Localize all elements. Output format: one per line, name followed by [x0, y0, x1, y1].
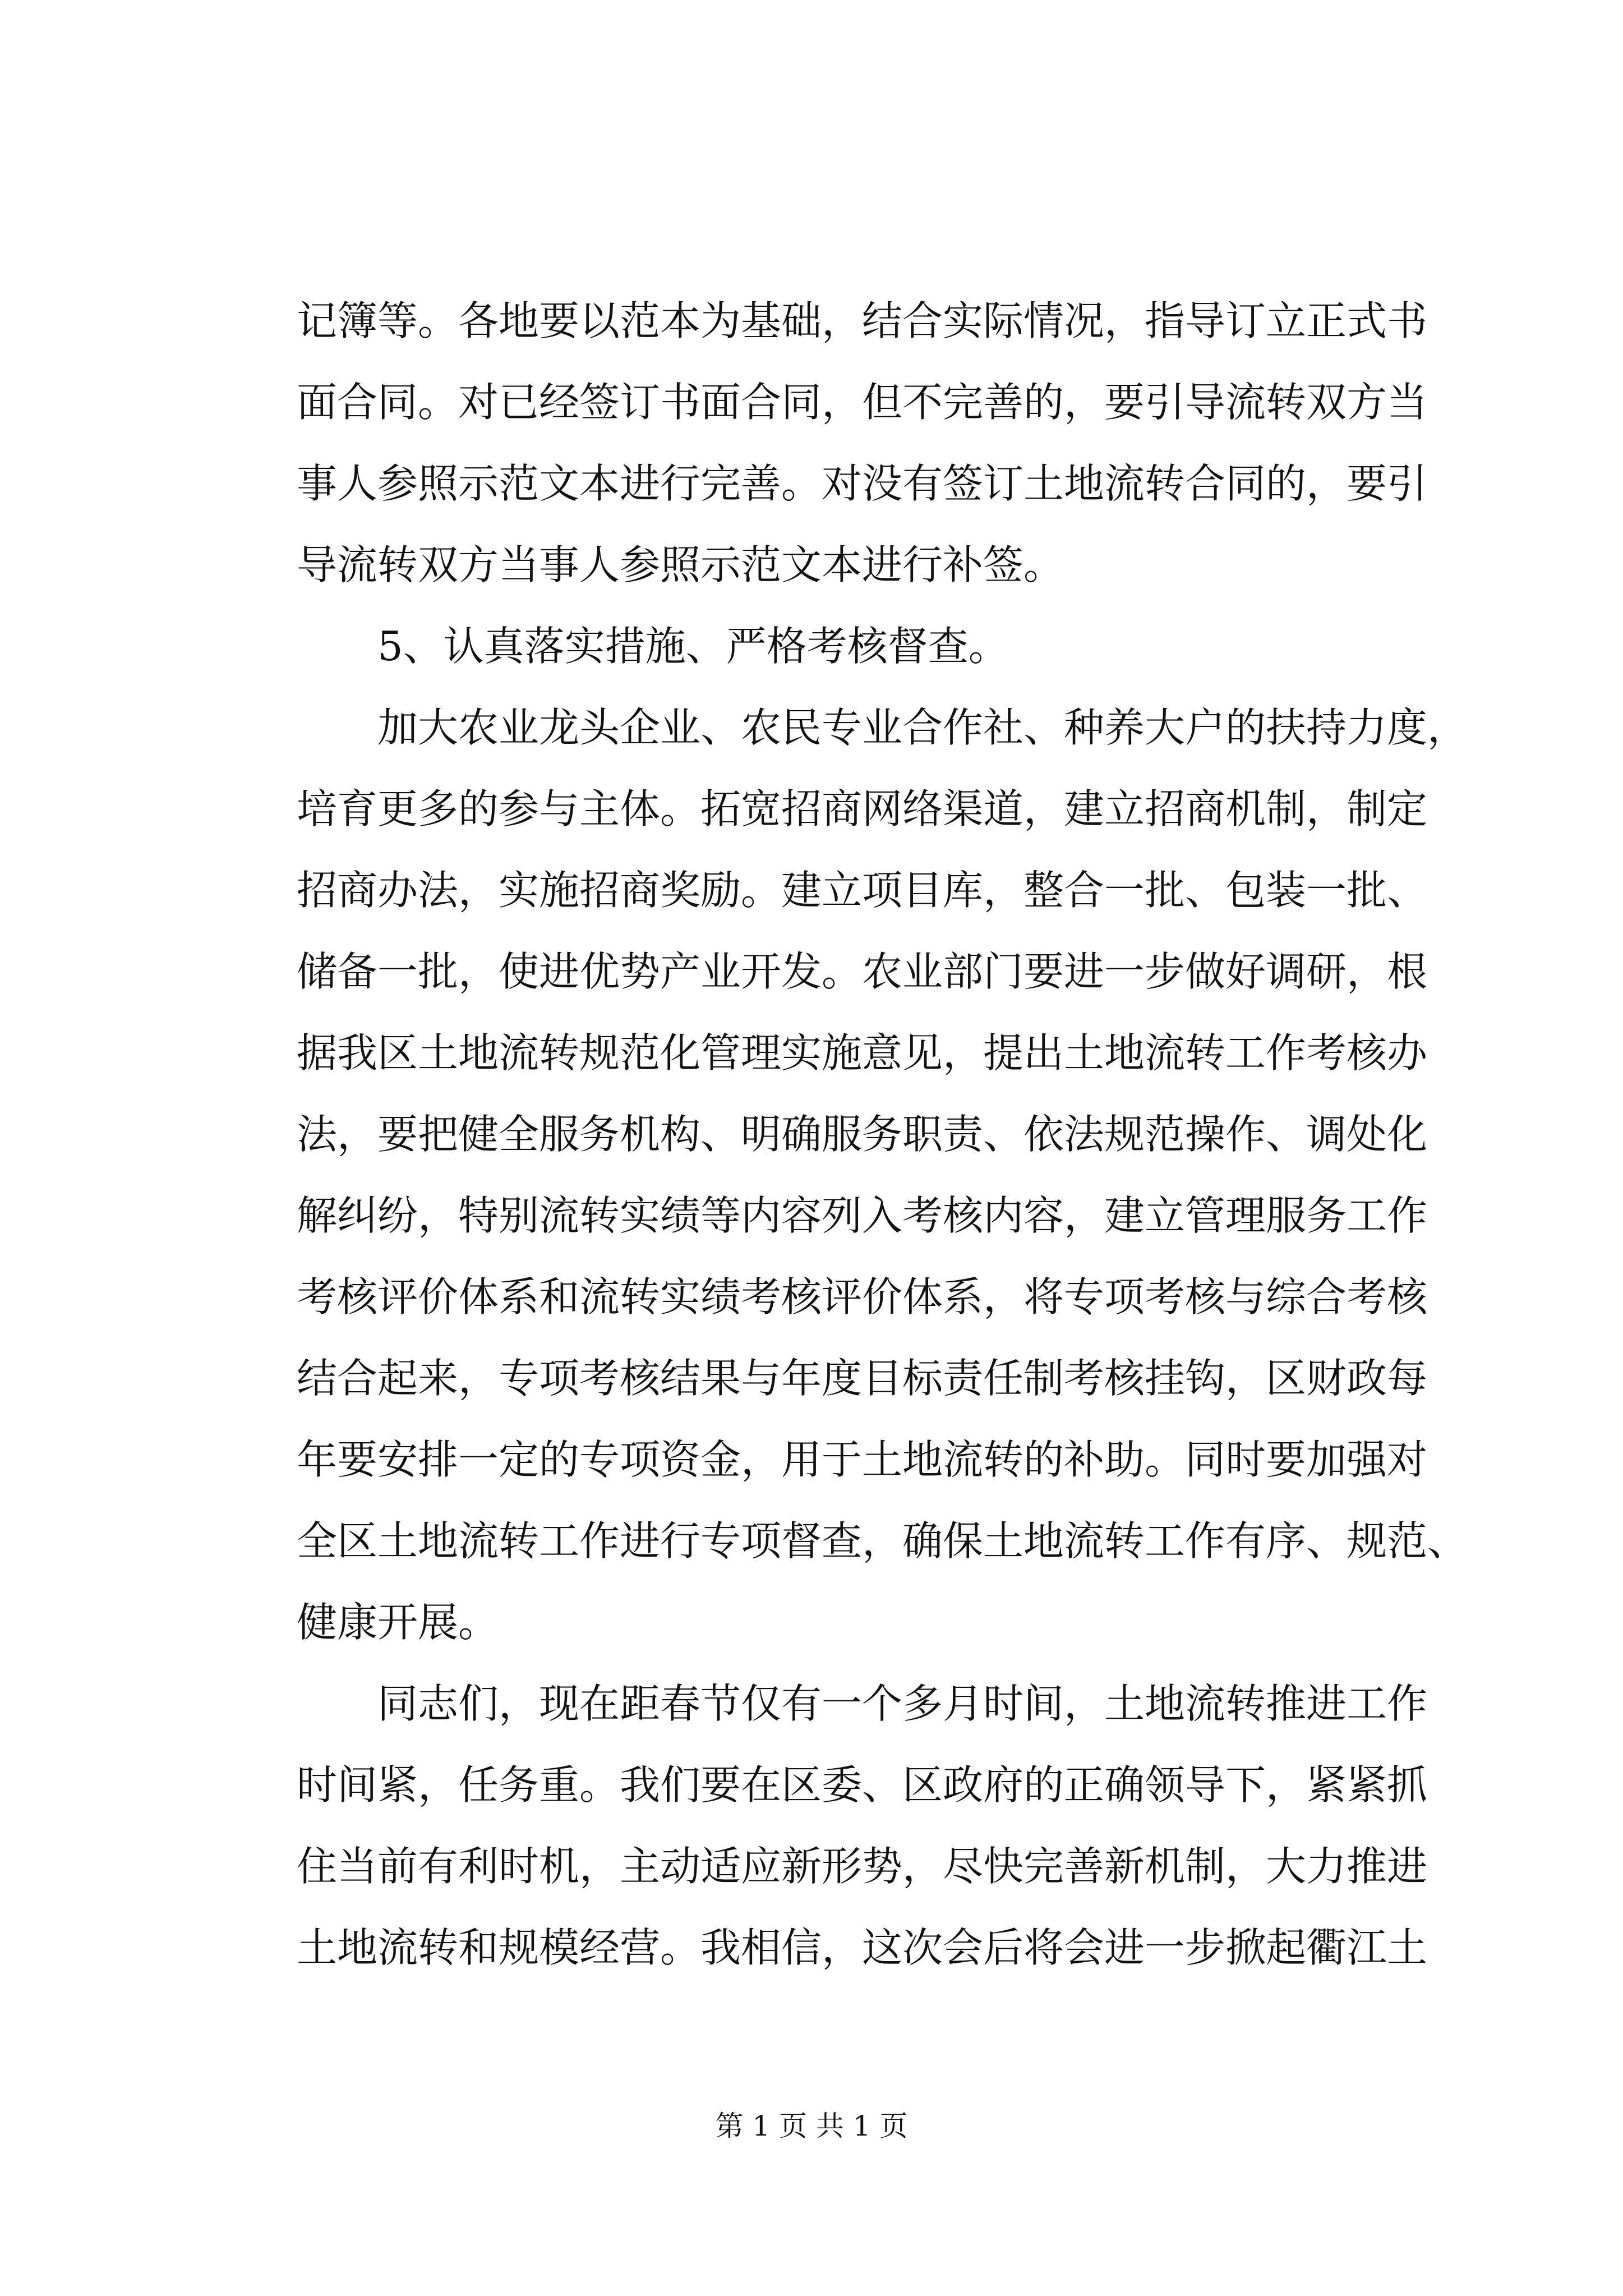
text-line: 加大农业龙头企业、农民专业合作社、种养大户的扶持力度， [297, 704, 1468, 751]
text-line: 考核评价体系和流转实绩考核评价体系，将专项考核与综合考核 [297, 1273, 1428, 1320]
text-line: 年要安排一定的专项资金，用于土地流转的补助。同时要加强对 [297, 1436, 1428, 1483]
text-line: 面合同。对已经签订书面合同，但不完善的，要引导流转双方当 [297, 379, 1428, 426]
text-line: 全区土地流转工作进行专项督查，确保土地流转工作有序、规范、 [297, 1517, 1468, 1565]
text-line: 事人参照示范文本进行完善。对没有签订土地流转合同的，要引 [297, 460, 1428, 507]
text-line: 结合起来，专项考核结果与年度目标责任制考核挂钩，区财政每 [297, 1355, 1428, 1402]
text-line: 记簿等。各地要以范本为基础，结合实际情况，指导订立正式书 [297, 297, 1428, 344]
text-line: 解纠纷，特别流转实绩等内容列入考核内容，建立管理服务工作 [297, 1192, 1428, 1239]
text-line: 据我区土地流转规范化管理实施意见，提出土地流转工作考核办 [297, 1029, 1428, 1076]
text-line: 法，要把健全服务机构、明确服务职责、依法规范操作、调处化 [297, 1111, 1428, 1158]
text-line: 培育更多的参与主体。拓宽招商网络渠道，建立招商机制，制定 [297, 785, 1428, 832]
text-line: 招商办法，实施招商奖励。建立项目库，整合一批、包装一批、 [297, 867, 1428, 914]
text-line: 健康开展。 [297, 1599, 499, 1646]
text-line: 导流转双方当事人参照示范文本进行补签。 [297, 541, 1064, 588]
section-heading: 5、认真落实措施、严格考核督查。 [297, 623, 1009, 670]
text-line: 时间紧，任务重。我们要在区委、区政府的正确领导下，紧紧抓 [297, 1761, 1428, 1809]
page-number-footer: 第 1 页 共 1 页 [715, 2110, 908, 2142]
text-line: 储备一批，使进优势产业开发。农业部门要进一步做好调研，根 [297, 948, 1428, 995]
text-line: 土地流转和规模经营。我相信，这次会后将会进一步掀起衢江土 [297, 1924, 1428, 1971]
text-line: 住当前有利时机，主动适应新形势，尽快完善新机制，大力推进 [297, 1843, 1428, 1890]
text-line: 同志们，现在距春节仅有一个多月时间，土地流转推进工作 [297, 1680, 1428, 1727]
document-body [297, 280, 1468, 1989]
